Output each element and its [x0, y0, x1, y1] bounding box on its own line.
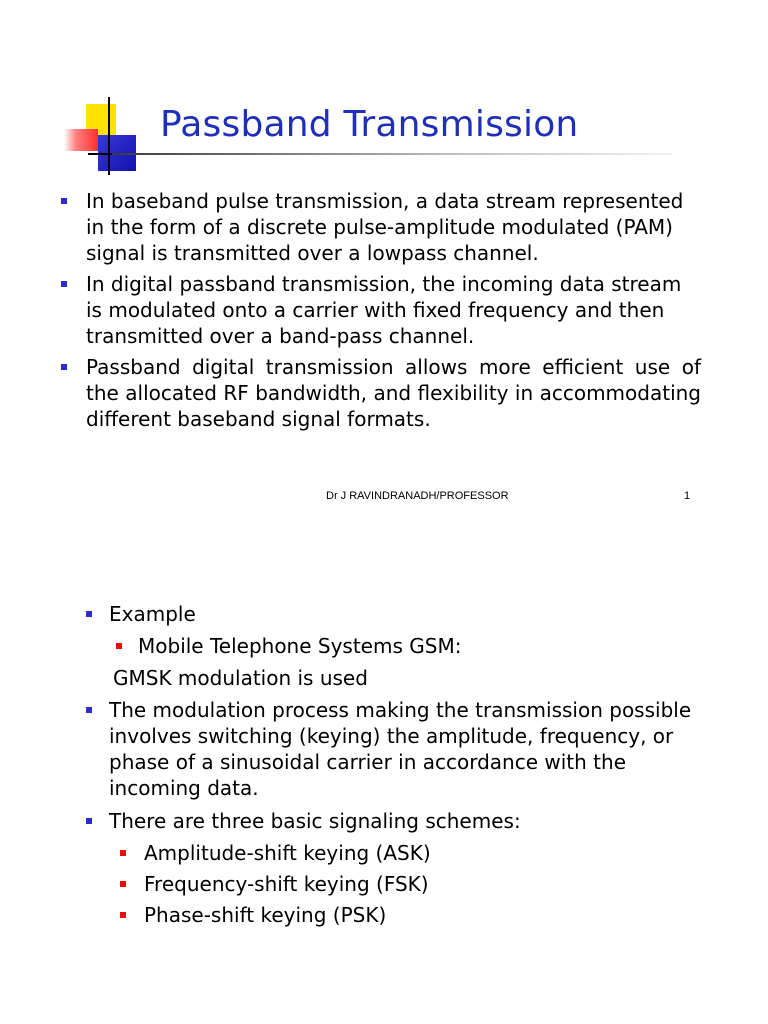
scheme-item: Amplitude-shift keying (ASK) [144, 841, 431, 865]
square-bullet-icon [61, 281, 67, 287]
list-item [86, 188, 701, 266]
list-item [86, 271, 701, 349]
scheme-item: Phase-shift keying (PSK) [144, 903, 387, 927]
example-note: GMSK modulation is used [113, 666, 368, 690]
page-number: 1 [684, 490, 691, 502]
example-sub-item: Mobile Telephone Systems GSM: [138, 634, 462, 658]
modulation-line: phase of a sinusoidal carrier in accordance with the [109, 750, 626, 774]
square-bullet-icon [120, 881, 126, 887]
schemes-label: There are three basic signaling schemes: [109, 809, 521, 833]
slide-title: Passband Transmission [160, 104, 579, 145]
slide1-bullet-list [86, 188, 701, 437]
bullet-text: In baseband pulse transmission, a data stream represented in the form of a discrete pulse-amplitude modulated (PAM) signal is transmitted over a lowpass channel. [86, 189, 684, 265]
bullet-text: Passband digital transmission allows more efficient use of the allocated RF bandwidth, and flexibility in accommodating different baseband signal formats. [86, 355, 701, 431]
square-bullet-icon [120, 850, 126, 856]
slide-logo-icon [62, 95, 142, 175]
square-bullet-icon [116, 643, 122, 649]
title-underline [112, 153, 672, 155]
square-bullet-icon [120, 912, 126, 918]
modulation-line: incoming data. [109, 776, 259, 800]
footer-author: Dr J RAVINDRANADH/PROFESSOR [326, 490, 509, 502]
square-bullet-icon [86, 707, 92, 713]
example-label: Example [109, 602, 196, 626]
square-bullet-icon [86, 611, 92, 617]
square-bullet-icon [86, 818, 92, 824]
modulation-line: The modulation process making the transmission possible [109, 698, 692, 722]
square-bullet-icon [61, 198, 67, 204]
modulation-line: involves switching (keying) the amplitude, frequency, or [109, 724, 674, 748]
bullet-text: In digital passband transmission, the incoming data stream is modulated onto a carrier with fixed frequency and then transmitted over a band-pass channel. [86, 272, 682, 348]
scheme-item: Frequency-shift keying (FSK) [144, 872, 429, 896]
square-bullet-icon [61, 364, 67, 370]
list-item [86, 354, 701, 432]
